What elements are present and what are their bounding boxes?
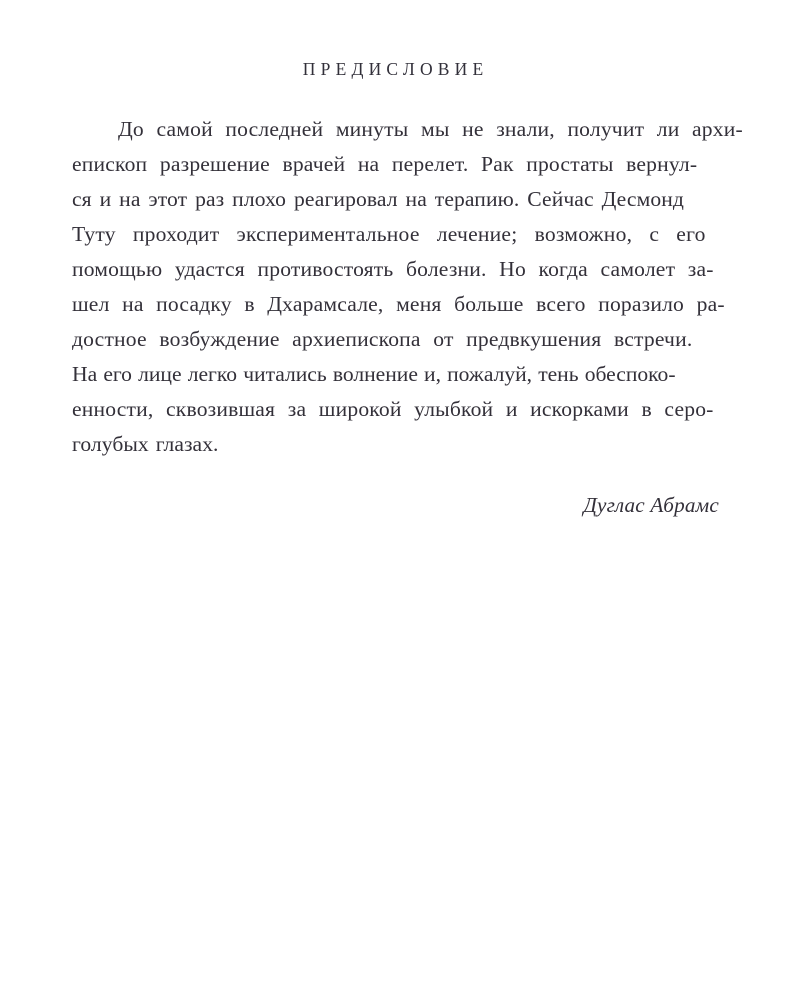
body-line: помощью удастся противостоять болезни. Но когда самолет за- xyxy=(72,257,714,281)
body-text-block xyxy=(72,112,743,462)
author-signature: Дуглас Абрамс xyxy=(583,493,719,517)
page-title: ПРЕДИСЛОВИЕ xyxy=(302,59,489,79)
body-line: шел на посадку в Дхарамсале, меня больше всего поразило ра- xyxy=(72,292,725,316)
body-line: енности, сквозившая за широкой улыбкой и искорками в серо- xyxy=(72,397,714,421)
body-line: достное возбуждение архиепископа от предвкушения встречи. xyxy=(72,327,693,351)
body-line: епископ разрешение врачей на перелет. Рак простаты вернул- xyxy=(72,152,698,176)
body-line: голубых глазах. xyxy=(72,432,219,456)
body-line: ся и на этот раз плохо реагировал на терапию. Сейчас Десмонд xyxy=(72,187,684,211)
body-line: Туту проходит экспериментальное лечение; возможно, с его xyxy=(72,222,706,246)
body-line: До самой последней минуты мы не знали, получит ли архи- xyxy=(118,117,743,141)
body-line: На его лице легко читались волнение и, пожалуй, тень обеспоко- xyxy=(72,362,676,386)
